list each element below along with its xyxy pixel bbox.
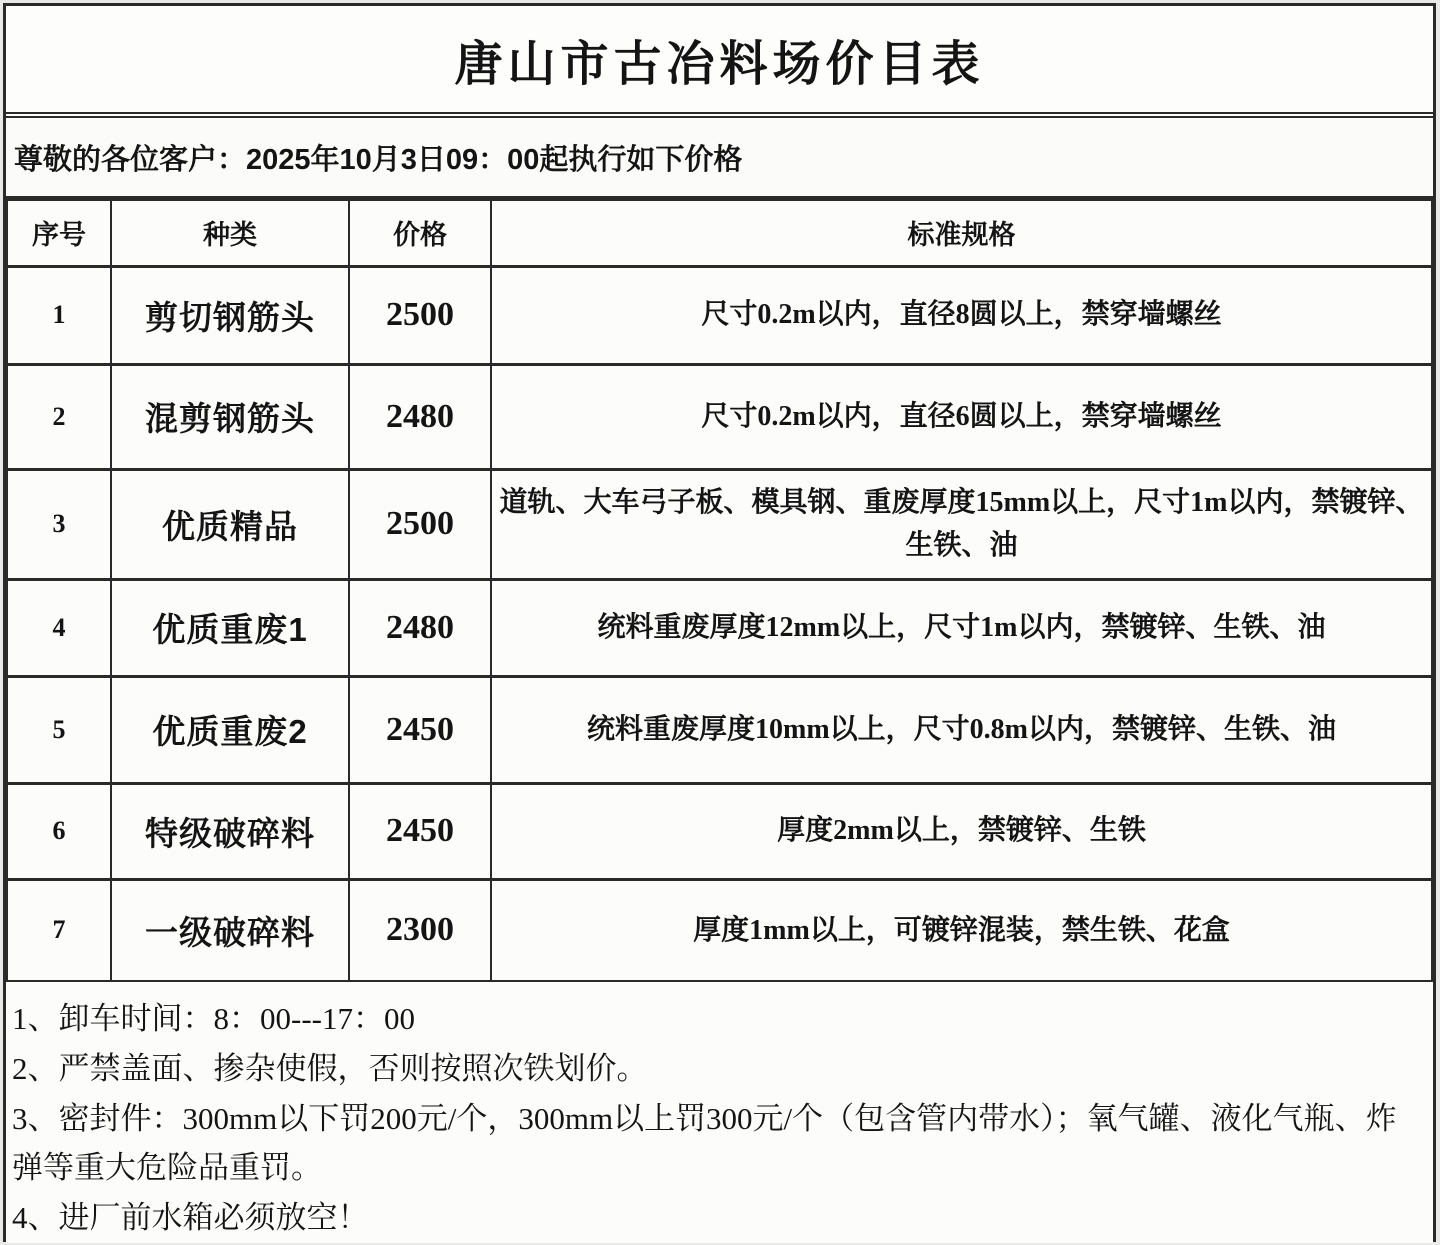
- row-no: 2: [7, 364, 111, 469]
- row-no: 5: [7, 676, 111, 783]
- col-header-spec: 标准规格: [491, 200, 1432, 266]
- title-block: [6, 6, 1433, 118]
- row-no: 7: [7, 879, 111, 981]
- row-price: 2480: [349, 364, 491, 469]
- row-type: 优质重废2: [111, 676, 349, 783]
- notes-section: [6, 982, 1433, 1243]
- row-spec: 统料重废厚度12mm以上，尺寸1m以内，禁镀锌、生铁、油: [491, 579, 1432, 676]
- row-type: 优质重废1: [111, 579, 349, 676]
- table-row: [7, 879, 1432, 981]
- row-price: 2450: [349, 676, 491, 783]
- table-row: [7, 783, 1432, 879]
- row-price: 2300: [349, 879, 491, 981]
- note-line-2: 2、严禁盖面、掺杂使假，否则按照次铁划价。: [12, 1051, 648, 1086]
- note-line-4: 4、进厂前水箱必须放空！: [12, 1200, 369, 1235]
- row-no: 4: [7, 579, 111, 676]
- table-row: [7, 579, 1432, 676]
- row-price: 2480: [349, 579, 491, 676]
- row-type: 优质精品: [111, 469, 349, 579]
- row-spec: 尺寸0.2m以内，直径8圆以上，禁穿墙螺丝: [491, 266, 1432, 364]
- row-spec: 厚度2mm以上，禁镀锌、生铁: [491, 783, 1432, 879]
- table-row: [7, 266, 1432, 364]
- table-header-row: [7, 200, 1432, 266]
- table-row: [7, 676, 1432, 783]
- page-title: 唐山市古冶料场价目表: [454, 37, 985, 91]
- row-spec: 厚度1mm以上，可镀锌混装，禁生铁、花盒: [491, 879, 1432, 981]
- price-sheet: [3, 3, 1436, 1242]
- row-spec: 统料重废厚度10mm以上，尺寸0.8m以内，禁镀锌、生铁、油: [491, 676, 1432, 783]
- col-header-price: 价格: [349, 200, 491, 266]
- row-type: 特级破碎料: [111, 783, 349, 879]
- row-price: 2500: [349, 469, 491, 579]
- row-no: 3: [7, 469, 111, 579]
- row-no: 6: [7, 783, 111, 879]
- row-spec: 道轨、大车弓子板、模具钢、重废厚度15mm以上，尺寸1m以内，禁镀锌、生铁、油: [491, 469, 1432, 579]
- row-type: 一级破碎料: [111, 879, 349, 981]
- table-row: [7, 364, 1432, 469]
- notice-line: 尊敬的各位客户：2025年10月3日09：00起执行如下价格: [6, 118, 1433, 199]
- table-row: [7, 469, 1432, 579]
- row-spec: 尺寸0.2m以内，直径6圆以上，禁穿墙螺丝: [491, 364, 1432, 469]
- price-table: [6, 199, 1433, 982]
- row-price: 2500: [349, 266, 491, 364]
- row-no: 1: [7, 266, 111, 364]
- note-line-1: 1、卸车时间：8：00---17：00: [12, 1001, 415, 1036]
- row-type: 剪切钢筋头: [111, 266, 349, 364]
- row-type: 混剪钢筋头: [111, 364, 349, 469]
- row-price: 2450: [349, 783, 491, 879]
- col-header-no: 序号: [7, 200, 111, 266]
- col-header-type: 种类: [111, 200, 349, 266]
- note-line-3: 3、密封件：300mm以下罚200元/个，300mm以上罚300元/个（包含管内带水）；氧气罐、液化气瓶、炸弹等重大危险品重罚。: [12, 1101, 1397, 1185]
